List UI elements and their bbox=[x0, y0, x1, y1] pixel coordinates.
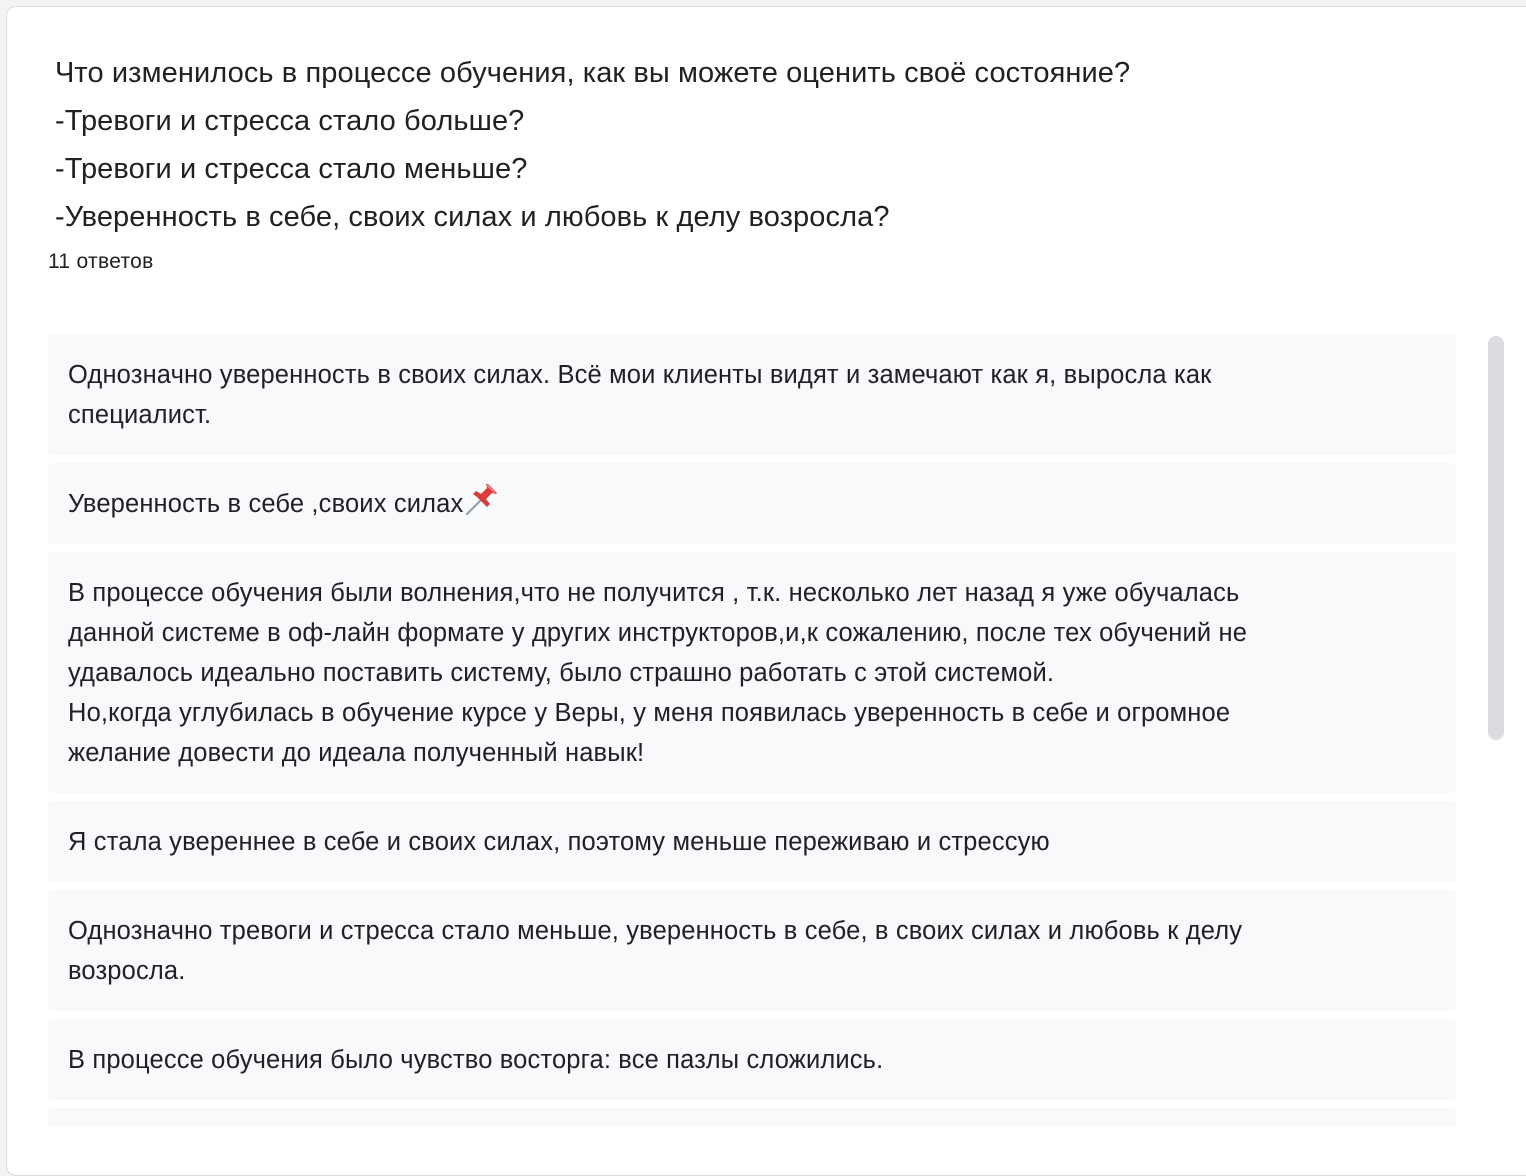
response-item bbox=[48, 890, 1456, 1011]
response-text-line: Однозначно уверенность в своих силах. Всё мои клиенты видят и замечают как я, выросла как bbox=[68, 361, 1212, 389]
question-line: -Тревоги и стресса стало меньше? bbox=[55, 153, 528, 185]
response-item bbox=[48, 801, 1456, 882]
response-text-line: Но,когда углубилась в обучение курсе у Веры, у меня появилась уверенность в себе и огромное bbox=[68, 699, 1231, 727]
question-line: -Тревоги и стресса стало больше? bbox=[55, 105, 525, 137]
response-item bbox=[48, 334, 1456, 455]
question-title bbox=[55, 49, 1455, 241]
response-text: Уверенность в себе ,своих силах bbox=[68, 490, 464, 518]
response-text-line: возросла. bbox=[68, 957, 186, 985]
question-line: -Уверенность в себе, своих силах и любовь к делу возросла? bbox=[55, 201, 890, 233]
pushpin-icon bbox=[464, 484, 500, 516]
response-text-line: Однозначно тревоги и стресса стало меньше, уверенность в себе, в своих силах и любовь к делу bbox=[68, 917, 1243, 945]
response-text-line: В процессе обучения было чувство восторга: все пазлы сложились. bbox=[68, 1046, 884, 1074]
answer-count: 11 ответов bbox=[48, 250, 154, 273]
responses-scrollbar[interactable] bbox=[1484, 334, 1506, 1134]
response-item-partial bbox=[48, 1108, 1456, 1126]
response-item bbox=[48, 1019, 1456, 1100]
response-text-line: данной системе в оф-лайн формате у других инструкторов,и,к сожалению, после тех обучений не bbox=[68, 619, 1248, 647]
response-text-line: Я стала увереннее в себе и своих силах, поэтому меньше переживаю и стрессую bbox=[68, 828, 1050, 856]
response-text-line: удавалось идеально поставить систему, было страшно работать с этой системой. bbox=[68, 659, 1055, 687]
scrollbar-thumb[interactable] bbox=[1488, 336, 1504, 740]
response-text-line: желание довести до идеала полученный навык! bbox=[68, 739, 645, 767]
response-text-line bbox=[68, 484, 1436, 524]
response-text-line: специалист. bbox=[68, 401, 212, 429]
response-text-line: В процессе обучения были волнения,что не получится , т.к. несколько лет назад я уже обучалась bbox=[68, 579, 1240, 607]
response-item bbox=[48, 552, 1456, 793]
response-item bbox=[48, 463, 1456, 544]
question-line: Что изменилось в процессе обучения, как вы можете оценить своё состояние? bbox=[55, 57, 1131, 89]
responses-list[interactable] bbox=[48, 334, 1456, 1126]
